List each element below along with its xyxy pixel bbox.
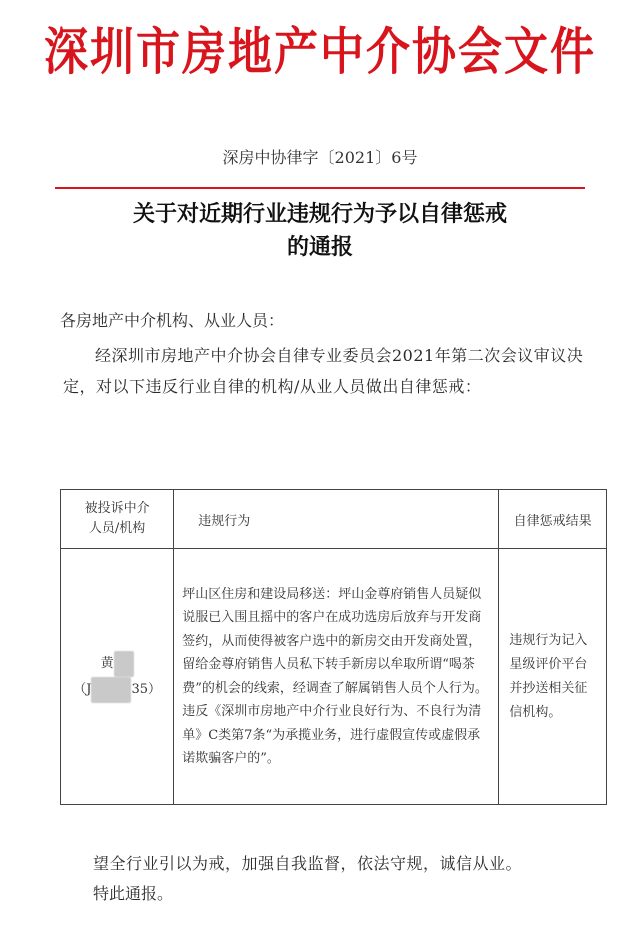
document-number: 深房中协律字〔2021〕6号: [222, 148, 418, 167]
org-header-title: 深圳市房地产中介协会文件: [44, 23, 596, 82]
subject-name: [62, 651, 172, 677]
body-paragraph: 经深圳市房地产中介协会自律专业委员会2021年第二次会议审议决定，对以下违反行业自律的机构/从业人员做出自律惩戒：: [63, 346, 584, 396]
header-behavior: 违规行为: [174, 490, 499, 549]
closing-line1: 望全行业引以为戒，加强自我监督，依法守规，诚信从业。: [93, 854, 523, 873]
header-subject-line2: 人员/机构: [88, 521, 146, 536]
table-row: [61, 549, 607, 805]
closing-line2: 特此通报。: [93, 884, 174, 903]
header-subject-line1: 被投诉中介: [84, 501, 150, 516]
salutation: 各房地产中介机构、从业人员：: [60, 311, 285, 330]
subject-id-close: 35）: [131, 681, 161, 697]
document-title: [60, 198, 580, 264]
table-header-row: [61, 490, 607, 549]
redacted-name-blur: [114, 651, 134, 677]
subject-id-open: （J: [73, 681, 92, 697]
violations-table: [60, 489, 607, 805]
behavior-text-part2: 违反《深圳市房地产中介行业良好行为、不良行为清单》C类第7条“为承揽业务，进行虚假宣传或虚假承诺欺骗客户的”。: [182, 704, 482, 766]
subject-name-prefix: 黄: [100, 655, 114, 671]
redacted-id-blur: [91, 677, 131, 703]
behavior-text-part1: 坪山区住房和建设局移送：坪山金尊府销售人员疑似说服已入围且摇中的客户在成功选房后放弃与开发商签约，从而使得被客户选中的新房交由开发商处置，留给金尊府销售人员私下转手新房以牟取所谓“喝茶费”的机会的线索，经调查了解属销售人员个人行为。: [182, 586, 488, 696]
document-title-line1: 关于对近期行业违规行为予以自律惩戒: [132, 202, 507, 227]
cell-subject: [61, 549, 174, 805]
cell-behavior: [174, 549, 499, 805]
cell-result: 违规行为记入星级评价平台并抄送相关征信机构。: [499, 549, 607, 805]
header-subject: [61, 490, 174, 549]
subject-id: [62, 677, 172, 703]
header-result: 自律惩戒结果: [499, 490, 607, 549]
document-title-line2: 的通报: [286, 235, 353, 260]
red-divider-line: [55, 187, 585, 189]
